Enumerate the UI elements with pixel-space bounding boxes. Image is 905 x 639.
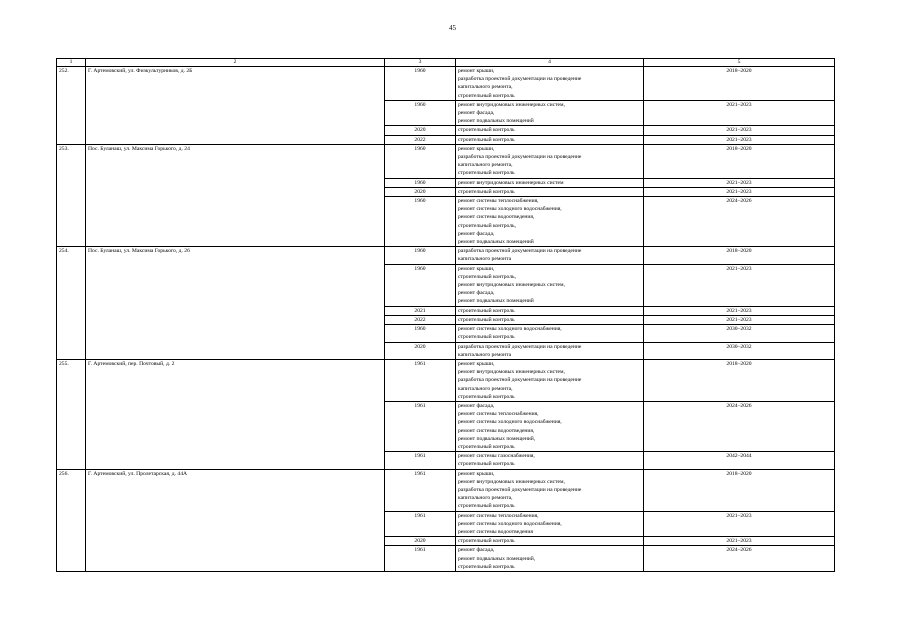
work-description: строительный контроль (456, 187, 644, 196)
planned-period: 2024–2026 (644, 546, 835, 572)
build-year: 2020 (385, 537, 456, 546)
build-year: 2020 (385, 187, 456, 196)
build-year: 1961 (385, 546, 456, 572)
planned-period: 2021–2023 (644, 187, 835, 196)
build-year: 1960 (385, 67, 456, 101)
work-description: ремонт крыши, ремонт внутридомовых инженерных систем, разработка проектной документации на проведение капитального ремонта, строительный контроль (456, 359, 644, 401)
build-year: 1960 (385, 325, 456, 342)
build-year: 1961 (385, 452, 456, 469)
build-year: 1961 (385, 359, 456, 401)
planned-period: 2021–2023 (644, 264, 835, 306)
entry-address: Г. Артемовский, ул. Пролетарская, д. 44А (86, 469, 385, 571)
planned-period: 2018–2020 (644, 469, 835, 511)
work-description: ремонт крыши, строительный контроль, ремонт внутридомовых инженерных систем, ремонт фасада, ремонт подвальных помещений (456, 264, 644, 306)
planned-period: 2021–2023 (644, 178, 835, 187)
planned-period: 2018–2020 (644, 359, 835, 401)
build-year: 2020 (385, 126, 456, 135)
page-number: 45 (449, 24, 456, 32)
build-year: 2022 (385, 135, 456, 144)
work-description: ремонт фасада, ремонт системы теплоснабжения, ремонт системы холодного водоснабжения, ремонт системы водоотведения, ремонт подвальных помещений, строительный контроль (456, 401, 644, 451)
planned-period: 2024–2026 (644, 401, 835, 451)
table-body (57, 59, 835, 572)
capital-repair-table (56, 58, 835, 572)
build-year: 1960 (385, 247, 456, 264)
work-description: строительный контроль (456, 135, 644, 144)
entry-number: 252. (57, 67, 86, 145)
planned-period: 2018–2020 (644, 144, 835, 178)
build-year: 1960 (385, 144, 456, 178)
planned-period: 2042–2044 (644, 452, 835, 469)
entry-number: 254. (57, 247, 86, 360)
planned-period: 2021–2023 (644, 100, 835, 126)
work-description: ремонт крыши, разработка проектной документации на проведение капитального ремонта, строительный контроль (456, 144, 644, 178)
table-row (57, 359, 835, 401)
table-header-row (57, 59, 835, 67)
work-description: ремонт системы газоснабжения, строительный контроль (456, 452, 644, 469)
build-year: 2021 (385, 306, 456, 315)
entry-number: 256. (57, 469, 86, 571)
work-description: строительный контроль (456, 306, 644, 315)
work-description: разработка проектной документации на проведение капитального ремонта (456, 247, 644, 264)
entry-address: Пос. Буланаш, ул. Максима Горького, д. 26 (86, 247, 385, 360)
planned-period: 2021–2023 (644, 135, 835, 144)
work-description: разработка проектной документации на проведение капитального ремонта (456, 342, 644, 359)
table-row (57, 469, 835, 511)
header-cell: 1 (57, 59, 86, 67)
work-description: строительный контроль (456, 537, 644, 546)
work-description: ремонт внутридомовых инженерных систем (456, 178, 644, 187)
work-description: ремонт системы холодного водоснабжения, строительный контроль (456, 325, 644, 342)
build-year: 2022 (385, 315, 456, 324)
planned-period: 2018–2020 (644, 247, 835, 264)
planned-period: 2021–2023 (644, 126, 835, 135)
build-year: 1960 (385, 197, 456, 247)
planned-period: 2018–2020 (644, 67, 835, 101)
table-row (57, 144, 835, 178)
table-row (57, 67, 835, 101)
entry-address: Г. Артемовский, ул. Физкультурников, д. 2Б (86, 67, 385, 145)
build-year: 1961 (385, 401, 456, 451)
build-year: 2020 (385, 342, 456, 359)
work-description: ремонт фасада, ремонт подвальных помещений, строительный контроль (456, 546, 644, 572)
build-year: 1961 (385, 511, 456, 537)
entry-address: Г. Артемовский, пер. Почтовый, д. 2 (86, 359, 385, 469)
header-cell: 2 (86, 59, 385, 67)
work-description: ремонт крыши, разработка проектной документации на проведение капитального ремонта, строительный контроль (456, 67, 644, 101)
planned-period: 2030–2032 (644, 325, 835, 342)
work-description: ремонт крыши, ремонт внутридомовых инженерных систем, разработка проектной документации на проведение капитального ремонта, строительный контроль (456, 469, 644, 511)
work-description: строительный контроль (456, 315, 644, 324)
header-cell: 5 (644, 59, 835, 67)
planned-period: 2021–2023 (644, 537, 835, 546)
table-row (57, 247, 835, 264)
entry-address: Пос. Буланаш, ул. Максима Горького, д. 24 (86, 144, 385, 246)
planned-period: 2021–2023 (644, 315, 835, 324)
build-year: 1960 (385, 100, 456, 126)
work-description: строительный контроль (456, 126, 644, 135)
entry-number: 255. (57, 359, 86, 469)
planned-period: 2030–2032 (644, 342, 835, 359)
entry-number: 253. (57, 144, 86, 246)
build-year: 1961 (385, 469, 456, 511)
header-cell: 4 (456, 59, 644, 67)
planned-period: 2024–2026 (644, 197, 835, 247)
build-year: 1960 (385, 264, 456, 306)
planned-period: 2021–2023 (644, 306, 835, 315)
work-description: ремонт системы теплоснабжения, ремонт системы холодного водоснабжения, ремонт системы водоотведения, строительный контроль, ремонт фасада, ремонт подвальных помещений (456, 197, 644, 247)
header-cell: 3 (385, 59, 456, 67)
work-description: ремонт системы теплоснабжения, ремонт системы холодного водоснабжения, ремонт системы водоотведения (456, 511, 644, 537)
planned-period: 2021–2023 (644, 511, 835, 537)
work-description: ремонт внутридомовых инженерных систем, ремонт фасада, ремонт подвальных помещений (456, 100, 644, 126)
build-year: 1960 (385, 178, 456, 187)
